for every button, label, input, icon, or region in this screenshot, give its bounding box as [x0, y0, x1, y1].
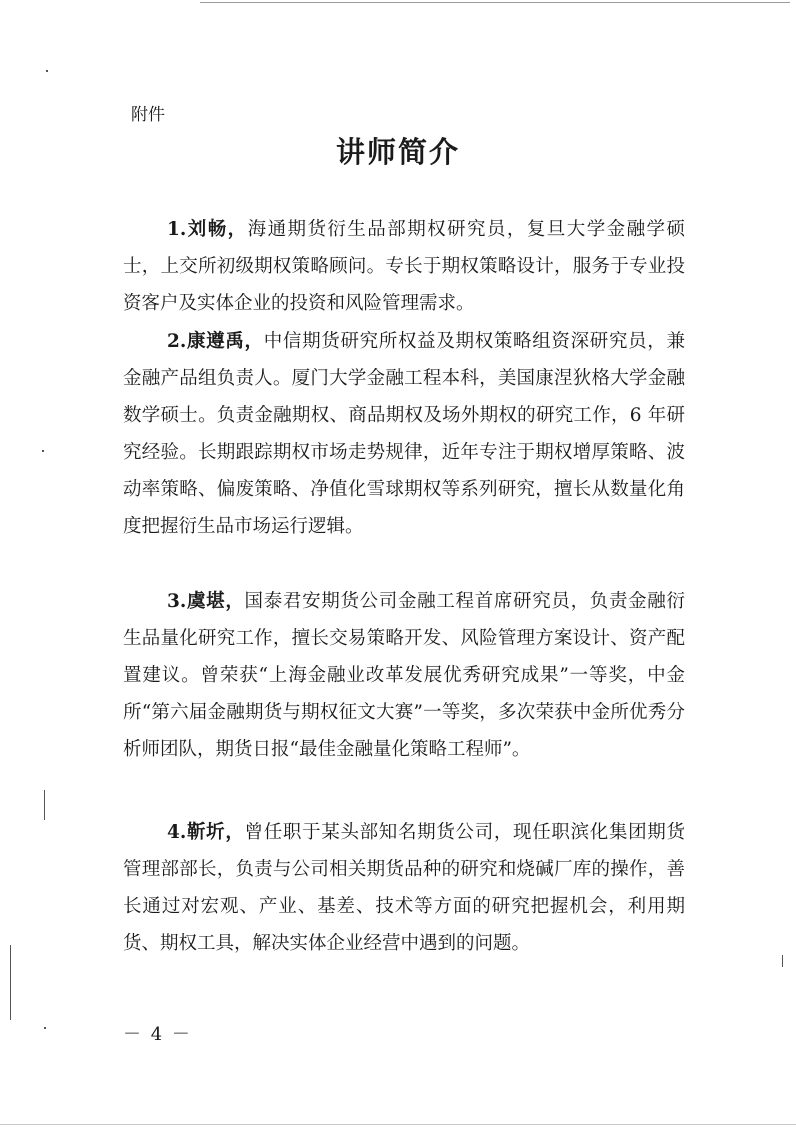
lecturer-bio: [123, 583, 685, 768]
bio-text: 海通期货衍生品部期权研究员，复旦大学金融学硕士，上交所初级期权策略顾问。专长于期权策略设计，服务于专业投资客户及实体企业的投资和风险管理需求。: [123, 219, 685, 314]
bio-text: 曾任职于某头部知名期货公司，现任职滨化集团期货管理部部长，负责与公司相关期货品种的研究和烧碱厂库的操作，善长通过对宏观、产业、基差、技术等方面的研究把握机会，利用期货、期权工具，解决实体企业经营中遇到的问题。: [123, 822, 685, 954]
scan-mark: [46, 70, 48, 72]
lecturer-name: 靳圻，: [186, 822, 245, 843]
scan-mark: [44, 790, 45, 820]
lecturer-name: 虞堪，: [186, 591, 245, 612]
lecturer-name: 康遵禹，: [186, 331, 264, 352]
scan-mark: [10, 945, 11, 1020]
scan-mark: [782, 955, 783, 967]
scan-edge-line-bottom: [0, 1124, 796, 1125]
lecturer-bio: [123, 323, 685, 545]
scan-mark: [42, 450, 44, 452]
bio-number: 2.: [167, 331, 187, 352]
lecturer-bio: [123, 211, 685, 322]
lecturer-name: 刘畅，: [186, 219, 248, 240]
bio-number: 1.: [167, 219, 187, 240]
scan-edge-line-top: [200, 2, 790, 3]
lecturer-bio: [123, 814, 685, 962]
bio-text: 中信期货研究所权益及期权策略组资深研究员，兼金融产品组负责人。厦门大学金融工程本科，美国康涅狄格大学金融数学硕士。负责金融期权、商品期权及场外期权的研究工作，6 年研究经验。长期跟踪期权市场走势规律，近年专注于期权增厚策略、波动率策略、偏废策略、净值化雪球期权等系列研究，擅长从数量化角度把握衍生品市场运行逻辑。: [123, 331, 685, 537]
attachment-label: 附件: [131, 105, 165, 125]
bio-number: 4.: [167, 822, 187, 843]
bio-number: 3.: [167, 591, 187, 612]
bio-text: 国泰君安期货公司金融工程首席研究员，负责金融衍生品量化研究工作，擅长交易策略开发、风险管理方案设计、资产配置建议。曾荣获“上海金融业改革发展优秀研究成果”一等奖，中金所“第六届金融期货与期权征文大赛”一等奖，多次荣获中金所优秀分析师团队，期货日报“最佳金融量化策略工程师”。: [123, 591, 685, 760]
scan-mark: [44, 1027, 46, 1029]
page-title: 讲师简介: [335, 135, 460, 169]
page-number: － 4 －: [123, 1024, 192, 1045]
